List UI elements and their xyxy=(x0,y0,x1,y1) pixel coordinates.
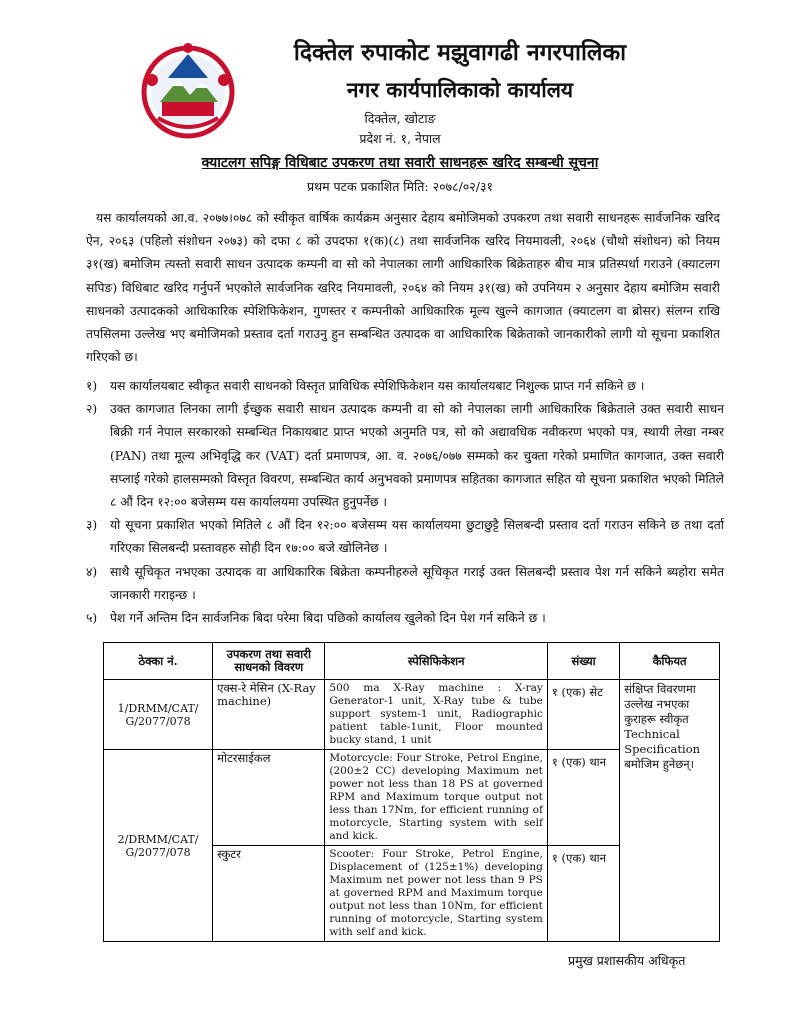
col-header-item: उपकरण तथा सवारी साधनको विवरण xyxy=(213,643,325,680)
point-1 xyxy=(86,375,724,398)
notice-intro: यस कार्यालयको आ.व. २०७७।०७८ को स्वीकृत वार्षिक कार्यक्रम अनुसार देहाय बमोजिमको उपकरण तथा सवारी साधनहरू सार्वजनिक खरिद ऐन, २०६३ (पहिलो संशोधन २०७३) को दफा ८ को उपदफा १(क)(८) तथा सार्वजनिक खरिद नियमावली, २०६४ (चौथो संशोधन) को नियम ३१(ख) बमोजिम त्यस्तो सवारी साधन उत्पादक कम्पनी वा सो को नेपालका लागी आधिकारिक बिक्रेताहरु बीच मात्र प्रतिस्पर्धा गराउने (क्याटलग सपिङ) विधिबाट खरिद गर्नुपर्ने भएकोले सार्वजनिक खरिद नियमावली, २०६४ को नियम ३१(ख) को उपनियम २ अनुसार देहाय बमोजिम सवारी साधनको उत्पादकको आधिकारिक स्पेशिफिकेशन, गुणस्तर र कम्पनीको आधिकारिक मूल्य खुल्ने कागजात (क्याटलग वा ब्रोसर) संलग्न राखि तपसिलमा उल्लेख भए बमोजिमको प्रस्ताव दर्ता गराउनु हुन सम्बन्धित उत्पादक वा आधिकारिक बिक्रेताको जानकारीको लागी यो सूचना प्रकाशित गरिएको छ। xyxy=(86,211,720,365)
point-3 xyxy=(86,514,724,560)
org-name: दिक्तेल रुपाकोट मझुवागढी नगरपालिका xyxy=(293,40,627,66)
point-number: ३) xyxy=(86,518,98,533)
point-text: यस कार्यालयबाट स्वीकृत सवारी साधनको विस्तृत प्राविधिक स्पेशिफिकेशन यस कार्यालयबाट निशुल्क प्राप्त गर्न सकिने छ । xyxy=(110,379,645,393)
col-header-remarks: कैफियत xyxy=(620,643,720,680)
contract-number: 1/DRMM/CAT/ G/2077/078 xyxy=(104,680,213,750)
point-text: उक्त कागजात लिनका लागी ईच्छुक सवारी साधन उत्पादक कम्पनी वा सो को नेपालका लागी आधिकारिक बिक्रेताले उक्त सवारी साधन बिक्री गर्न नेपाल सरकारको सम्बन्धित निकायबाट प्राप्त भएको अनुमति पत्र, सो को अद्यावधिक नवीकरण भएको पत्र, स्थायी लेखा नम्बर (PAN) तथा मूल्य अभिवृद्धि कर (VAT) दर्ता प्रमाणपत्र, आ. व. २०७६/०७७ सम्मको कर चुक्ता गरेको प्रमाणित कागजात, उक्त सवारी सप्लाई गरेको हालसम्मको विस्तृत विवरण, सम्बन्धित कार्य अनुभवको प्रमाणपत्र सहितका कागजात सहित यो सूचना प्रकाशित भएको मितिले ८ औं दिन १२:०० बजेसम्म यस कार्यालयमा उपस्थित हुनुपर्नेछ । xyxy=(110,402,724,510)
item-qty: १ (एक) थान xyxy=(547,750,619,846)
province: प्रदेश नं. १, नेपाल xyxy=(359,131,441,146)
point-2 xyxy=(86,398,724,514)
point-text: यो सूचना प्रकाशित भएको मितिले ८ औं दिन १२:०० बजेसम्म यस कार्यालयमा छुटाछुट्टै सिलबन्दी प्रस्ताव दर्ता गराउन सकिने छ तथा दर्ता गरिएका सिलबन्दी प्रस्तावहरु सोही दिन १७:०० बजे खोलिनेछ । xyxy=(110,518,724,556)
col-header-contract: ठेक्का नं. xyxy=(104,643,213,680)
point-text: साथै सूचिकृत नभएका उत्पादक वा आधिकारिक बिक्रेता कम्पनीहरुले सूचिकृत गराई उक्त सिलबन्दी प्रस्ताव पेश गर्न सकिने ब्यहोरा समेत जानकारी गराइन्छ । xyxy=(110,564,724,602)
col-header-spec: स्पेसिफिकेशन xyxy=(325,643,547,680)
notice-points xyxy=(86,375,724,630)
point-number: १) xyxy=(86,379,98,393)
item-name: मोटरसाईकल xyxy=(213,750,325,846)
item-qty: १ (एक) सेट xyxy=(547,680,619,750)
procurement-table xyxy=(103,642,720,942)
col-header-qty: संख्या xyxy=(547,643,619,680)
item-spec: 500 ma X-Ray machine : X-ray Generator-1 unit, X-Ray tube & tube support system-1 unit, Radiographic patient table-1unit, Floor mounted bucky stand, 1 unit xyxy=(325,680,547,750)
item-spec: Scooter: Four Stroke, Petrol Engine, Displacement of (125±1%) developing Maximum net power not less than 9 PS at governed RPM and Maximum torque output not less than 10Nm, for efficient running of motorcycle, Starting system with self and kick. xyxy=(325,846,547,942)
item-name: एक्स-रे मेसिन (X-Ray machine) xyxy=(213,680,325,750)
point-4 xyxy=(86,561,724,607)
item-name: स्कुटर xyxy=(213,846,325,942)
item-qty: १ (एक) थान xyxy=(547,846,619,942)
office-name: नगर कार्यपालिकाको कार्यालय xyxy=(346,78,574,102)
point-text: पेश गर्ने अन्तिम दिन सार्वजनिक बिदा परेमा बिदा पछिको कार्यालय खुलेको दिन पेश गर्न सकिने छ । xyxy=(110,611,546,626)
item-spec: Motorcycle: Four Stroke, Petrol Engine, (200±2 CC) developing Maximum net power not less than 18 PS at governed RPM and Maximum torque output not less than 17Nm, for efficient running of motorcycle, Starting system with self and kick. xyxy=(325,750,547,846)
point-number: २) xyxy=(86,402,98,417)
address: दिक्तेल, खोटाङ xyxy=(364,111,436,126)
publish-date: प्रथम पटक प्रकाशित मिति: २०७८/०२/३१ xyxy=(307,179,493,194)
signatory-title: प्रमुख प्रशासकीय अधिकृत xyxy=(568,953,686,968)
point-number: ५) xyxy=(86,611,98,626)
point-5 xyxy=(86,607,724,630)
point-number: ४) xyxy=(86,564,98,579)
table-header-row xyxy=(104,643,720,680)
notice-subject: क्याटलग सपिङ्ग विधिबाट उपकरण तथा सवारी साधनहरू खरिद सम्बन्धी सूचना xyxy=(201,155,599,171)
table-row xyxy=(104,680,720,750)
contract-number: 2/DRMM/CAT/ G/2077/078 xyxy=(104,750,213,942)
remarks: संक्षिप्त विवरणमा उल्लेख नभएका कुराहरू स्वीकृत Technical Specification बमोजिम हुनेछन्। xyxy=(620,680,720,942)
